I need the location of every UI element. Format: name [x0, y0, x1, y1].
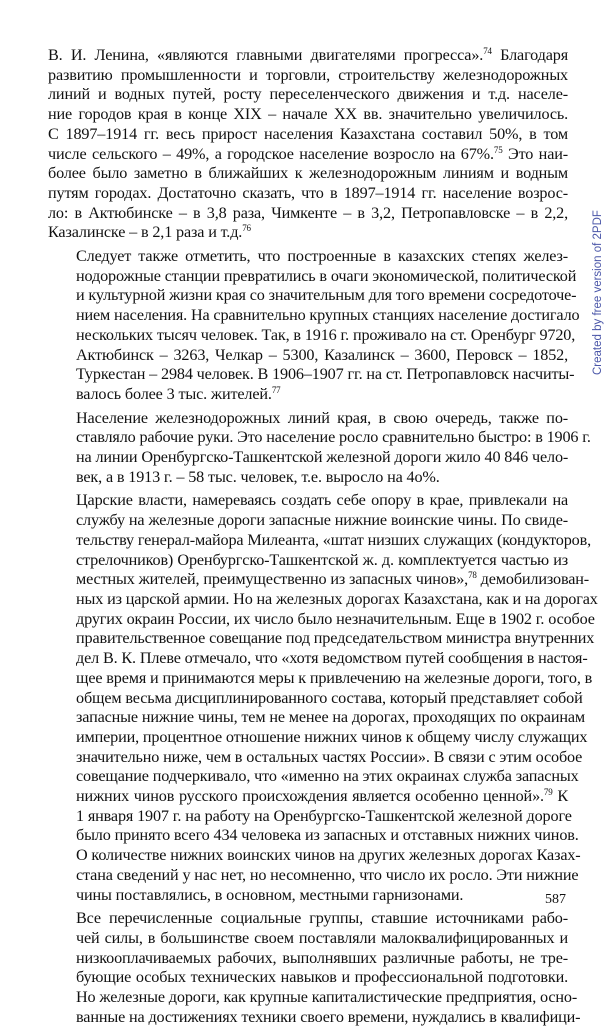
- line-text: К: [552, 787, 568, 806]
- line-text: нодорожные станции превратились в очаги экономической, политической: [76, 266, 577, 285]
- line-text: бующие особых технических навыков и профессиональной подготовки.: [76, 968, 568, 987]
- paragraph: [48, 909, 581, 1027]
- line-text: путям городах. Достаточно сказать, что в 1897–1914 гг. население возрос-: [48, 183, 568, 202]
- line-text: Это наи-: [502, 144, 568, 163]
- line-text: ставляло рабочие руки. Это население росло сравнительно быстро: в 1906 г.: [76, 428, 591, 447]
- line-text: низкооплачиваемых рабочих, выполнявших различные работы, не тре-: [76, 948, 568, 967]
- text-line: [48, 448, 568, 468]
- text-line: [48, 649, 588, 669]
- text-line: [48, 164, 568, 184]
- text-line: [48, 286, 577, 306]
- line-text: Туркестан – 2984 человек. В 1906–1907 гг. на ст. Петропавловск насчиты-: [76, 365, 575, 384]
- text-line: [48, 846, 581, 866]
- line-text: чей силы, в большинстве своем поставляли малоквалифицированных и: [76, 928, 568, 947]
- line-text: развитию промышленности и торговли, строительству железнодорожных: [48, 65, 568, 84]
- text-line: [48, 184, 568, 204]
- text-line: [48, 909, 568, 929]
- text-line: [48, 365, 575, 385]
- line-text: на линии Оренбургско-Ташкентской железной дороги жило 40 846 чело-: [76, 448, 569, 467]
- text-line: [48, 767, 579, 787]
- line-text: нижних чинов русского происхождения является особенно ценной».: [76, 787, 544, 806]
- text-line: [48, 385, 568, 405]
- footnote-ref[interactable]: 77: [271, 384, 281, 395]
- line-text: службу на железные дороги запасные нижние воинские чины. По свиде-: [76, 511, 568, 530]
- text-line: [48, 125, 568, 145]
- text-line: [48, 409, 568, 429]
- paragraph: [48, 247, 580, 405]
- text-line: [48, 428, 591, 448]
- text-line: [48, 968, 568, 988]
- line-text: нескольких тысяч человек. Так, в 1916 г. проживало на ст. Оренбург 9720,: [76, 325, 576, 344]
- text-line: [48, 551, 568, 571]
- paragraph: [48, 491, 598, 905]
- line-text: валось более 3 тыс. жителей.: [76, 384, 272, 403]
- text-line: [48, 306, 580, 326]
- paragraph: [48, 46, 568, 243]
- line-text: век, а в 1913 г. – 58 тыс. человек, т.е. выросло на 4о%.: [76, 467, 440, 486]
- line-text: местных жителей, преимущественно из запасных чинов»,: [76, 570, 469, 589]
- text-line: [48, 688, 583, 709]
- text-line: [48, 629, 595, 649]
- page-number: 587: [545, 892, 566, 907]
- line-text: Актюбинск – 3263, Челкар – 5300, Казалинск – 3600, Перовск – 1852,: [76, 345, 568, 364]
- text-line: [48, 886, 568, 906]
- line-text: ние городов края в конце XIX – начале XX вв. значительно увеличилось.: [48, 105, 568, 124]
- line-text: числе сельского – 49%, а городское население возросло на 67%.: [48, 144, 494, 163]
- watermark: [578, 130, 604, 380]
- text-line: [48, 530, 592, 551]
- line-text: линий и водных путей, росту переселенческого движения и т.д. населе-: [48, 85, 568, 104]
- line-text: Следует также отметить, что построенные в казахских степях желез-: [76, 247, 568, 266]
- text-line: [48, 609, 595, 630]
- text-line: [48, 929, 568, 949]
- text-line: [48, 223, 568, 243]
- text-line: [48, 787, 568, 807]
- line-text: совещание подчеркивало, что «именно на этих окраинах служба запасных: [76, 767, 579, 786]
- line-text: Царские власти, намереваясь создать себе опору в крае, привлекали на: [76, 491, 568, 510]
- text-line: [48, 949, 568, 969]
- line-text: ных из царской армии. Но на железных дорогах Казахстана, как и на дорогах: [76, 589, 598, 608]
- text-line: [48, 468, 568, 488]
- text-line: [48, 589, 598, 610]
- text-line: [48, 266, 577, 287]
- footnote-ref[interactable]: 76: [242, 223, 251, 234]
- line-text: более было заметно в ближайших к железнодорожным линиям и водным: [48, 164, 568, 183]
- text-line: [48, 85, 568, 105]
- line-text: Благодаря: [491, 46, 568, 64]
- text-line: [48, 806, 572, 827]
- watermark-text: Created by free version of 2PDF: [592, 210, 604, 375]
- line-text: ванные на достижениях техники своего времени, нуждались в квалифици-: [76, 1007, 581, 1026]
- line-text: тельству генерал-майора Милеанта, «штат низших служащих (кондукторов,: [76, 530, 592, 549]
- line-text: демобилизован-: [476, 570, 590, 589]
- text-line: [48, 708, 585, 728]
- text-line: [48, 105, 568, 125]
- text-line: [48, 570, 590, 590]
- text-line: [48, 145, 568, 165]
- line-text: Но железные дороги, как крупные капиталистические предприятия, осно-: [76, 988, 578, 1007]
- line-text: стрелочников) Оренбургско-Ташкентской ж. д. комплектуется частью из: [76, 550, 568, 569]
- line-text: О количестве нижних воинских чинов на других железных дорогах Казах-: [76, 846, 581, 865]
- text-line: [48, 204, 568, 224]
- line-text: Казалинске – в 2,1 раза и т.д.: [48, 223, 243, 242]
- text-line: [48, 747, 583, 768]
- line-text: щее время и принимаются меры к привлечению на железные дороги, того, в: [76, 668, 593, 687]
- line-text: других окраин России, их число было незначительным. Еще в 1902 г. особое: [76, 609, 595, 628]
- line-text: и культурной жизни края со значительным для того времени сосредоточе-: [76, 286, 577, 305]
- text-line: [48, 727, 588, 748]
- line-text: Все перечисленные социальные группы, ставшие источниками рабо-: [76, 909, 568, 928]
- line-text: С 1897–1914 гг. весь прирост населения Казахстана составил 50%, в том: [48, 124, 568, 143]
- line-text: стана сведений у нас нет, но несомненно, что число их росло. Эти нижние: [76, 865, 579, 884]
- line-text: нием населения. На сравнительно крупных станциях население достигало: [76, 306, 580, 325]
- text-line: [48, 66, 568, 86]
- text-line: [48, 865, 579, 886]
- line-text: В. И. Ленина, «являются главными двигателями прогресса».: [48, 46, 484, 64]
- line-text: ло: в Актюбинске – в 3,8 раза, Чимкенте – в 3,2, Петропавловске – в 2,2,: [48, 203, 568, 222]
- line-text: чины поставлялись, в основном, местными гарнизонами.: [76, 885, 464, 904]
- line-text: правительственное совещание под председательством министра внутренних: [76, 629, 595, 648]
- footnote-ref[interactable]: 78: [468, 570, 477, 581]
- line-text: было принято всего 434 человека из запасных и отставных нижних чинов.: [76, 826, 579, 845]
- line-text: Население железнодорожных линий края, в свою очередь, также по-: [76, 408, 568, 427]
- line-text: империи, процентное отношение нижних чинов к общему числу служащих: [76, 727, 588, 746]
- text-line: [48, 247, 568, 267]
- text-line: [48, 325, 576, 346]
- line-text: значительно ниже, чем в остальных частях России». В связи с этим особое: [76, 747, 583, 766]
- text-line: [48, 46, 568, 66]
- text-line: [48, 668, 593, 689]
- footnote-ref[interactable]: 74: [483, 46, 492, 56]
- line-text: 1 января 1907 г. на работу на Оренбургско-Ташкентской железной дороге: [76, 806, 572, 825]
- text-line: [48, 511, 568, 531]
- text-line: [48, 491, 568, 511]
- text-line: [48, 826, 579, 846]
- footnote-ref[interactable]: 75: [493, 144, 503, 155]
- footnote-ref[interactable]: 79: [543, 787, 553, 798]
- text-line: [48, 988, 578, 1008]
- paragraph: [48, 408, 591, 488]
- text-line: [48, 346, 568, 366]
- line-text: дел В. К. Плеве отмечало, что «хотя ведомством путей сообщения в настоя-: [76, 649, 588, 668]
- line-text: общем весьма дисциплинированного состава, который представляет собой: [76, 688, 583, 707]
- line-text: запасные нижние чины, тем не менее на дорогах, проходящих по окраинам: [76, 708, 585, 727]
- text-line: [48, 1007, 581, 1027]
